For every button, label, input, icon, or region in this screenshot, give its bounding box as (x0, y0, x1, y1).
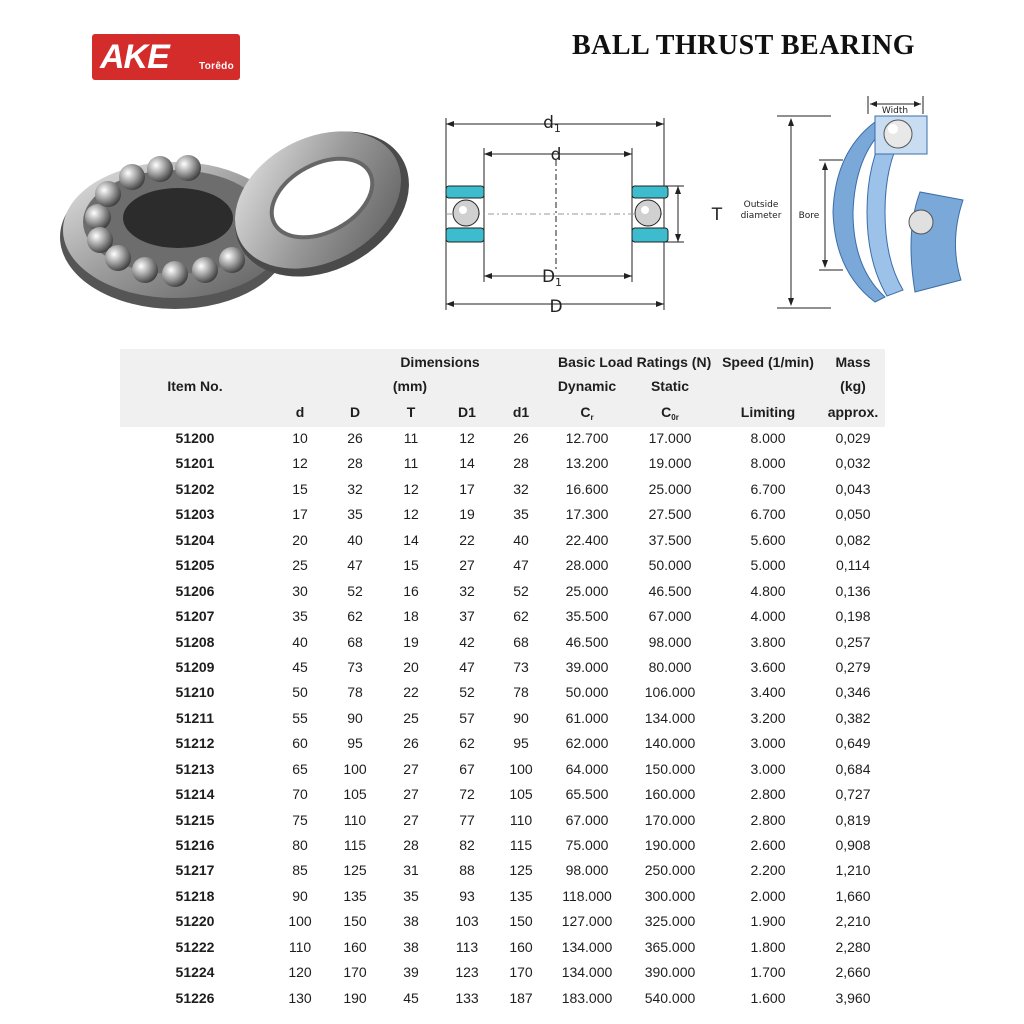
table-row (120, 529, 885, 554)
cell-item-no: 51216 (175, 837, 215, 853)
table-cell: 130 (288, 989, 312, 1006)
table-cell: 14 (459, 455, 475, 472)
table-cell: 2.200 (750, 862, 786, 879)
table-cell: 170 (509, 964, 533, 981)
table-cell: 88 (459, 862, 475, 879)
table-cell: 28.000 (565, 557, 609, 574)
table-cell: 3.000 (750, 735, 786, 752)
table-cell: 100 (343, 760, 367, 777)
table-row (120, 681, 885, 706)
header-dynamic: Dynamic (557, 378, 617, 394)
cell-item-no: 51212 (175, 735, 215, 752)
table-cell: 77 (459, 811, 475, 828)
table-cell: 50.000 (565, 684, 609, 701)
cell-item-no: 51208 (175, 633, 215, 650)
table-row (120, 580, 885, 605)
table-cell: 62 (513, 608, 529, 625)
table-cell: 50.000 (648, 557, 692, 574)
table-cell: 68 (513, 633, 529, 650)
table-cell: 27 (459, 557, 475, 574)
table-row (120, 961, 885, 986)
table-cell: 103 (455, 913, 479, 930)
table-cell: 26 (403, 735, 419, 752)
spec-table (120, 349, 885, 1012)
table-row (120, 478, 885, 503)
cell-item-no: 51202 (175, 480, 215, 497)
table-cell: 22 (403, 684, 419, 701)
table-cell: 75.000 (565, 837, 609, 853)
cell-item-no: 51203 (175, 506, 215, 523)
table-cell: 72 (459, 786, 475, 803)
table-cell: 93 (459, 887, 475, 904)
label-outside-1: Outside (743, 200, 779, 210)
header-dimensions: Dimensions (400, 354, 480, 370)
table-cell: 45 (292, 658, 308, 675)
table-cell: 52 (347, 582, 363, 599)
table-cell: 3.800 (750, 633, 786, 650)
table-row (120, 503, 885, 528)
table-cell: 17 (292, 506, 308, 523)
table-cell: 25 (292, 557, 308, 574)
table-cell: 26 (513, 430, 529, 446)
label-width: Width (881, 106, 909, 116)
table-cell: 55 (292, 709, 308, 726)
table-cell: 80 (292, 837, 308, 853)
table-cell: 65 (292, 760, 308, 777)
table-cell: 35 (403, 887, 419, 904)
table-cell: 25.000 (648, 480, 692, 497)
table-cell: 40 (292, 633, 308, 650)
table-cell: 250.000 (644, 862, 696, 879)
header-d: d (295, 404, 305, 420)
table-cell: 0,382 (835, 709, 871, 726)
table-cell: 78 (513, 684, 529, 701)
table-cell: 0,082 (835, 531, 871, 548)
cell-item-no: 51226 (175, 989, 215, 1006)
header-approx: approx. (827, 404, 879, 420)
header-speed: Speed (1/min) (722, 354, 814, 370)
header-cr: $C_r$ (580, 404, 594, 422)
table-cell: 170 (343, 964, 367, 981)
table-cell: 27 (403, 786, 419, 803)
header-c0r: $C_{0r}$ (661, 404, 679, 422)
table-cell: 0,050 (835, 506, 871, 523)
table-cell: 37.500 (648, 531, 692, 548)
table-row (120, 554, 885, 579)
table-cell: 1.600 (750, 989, 786, 1006)
table-cell: 390.000 (644, 964, 696, 981)
table-cell: 134.000 (561, 964, 613, 981)
cell-item-no: 51211 (175, 709, 215, 726)
table-cell: 0,032 (835, 455, 871, 472)
table-cell: 8.000 (750, 455, 786, 472)
brand-logo (92, 34, 240, 80)
table-cell: 170.000 (644, 811, 696, 828)
table-cell: 110 (288, 938, 312, 955)
table-cell: 0,114 (836, 557, 870, 574)
label-outside-2: diameter (740, 211, 782, 221)
table-cell: 0,257 (835, 633, 871, 650)
table-cell: 15 (403, 557, 419, 574)
table-cell: 125 (343, 862, 367, 879)
table-cell: 90 (347, 709, 363, 726)
table-cell: 2.800 (750, 811, 786, 828)
table-cell: 8.000 (750, 430, 786, 446)
table-cell: 0,346 (835, 684, 871, 701)
table-cell: 50 (292, 684, 308, 701)
cell-item-no: 51218 (175, 887, 215, 904)
table-cell: 27 (403, 760, 419, 777)
table-cell: 61.000 (565, 709, 609, 726)
table-cell: 17.000 (648, 430, 692, 446)
table-cell: 110 (343, 811, 367, 828)
table-cell: 3.400 (750, 684, 786, 701)
header-load-ratings: Basic Load Ratings (N) (558, 354, 712, 370)
table-cell: 70 (292, 786, 308, 803)
table-cell: 82 (459, 837, 475, 853)
table-cell: 18 (403, 608, 419, 625)
table-cell: 32 (459, 582, 475, 599)
table-cell: 2,280 (835, 938, 871, 955)
table-row (120, 758, 885, 783)
table-cell: 120 (288, 964, 312, 981)
cell-item-no: 51224 (175, 964, 215, 981)
table-cell: 39 (403, 964, 419, 981)
table-cell: 80.000 (648, 658, 692, 675)
table-cell: 300.000 (644, 887, 696, 904)
table-cell: 42 (459, 633, 475, 650)
header-item-no: Item No. (167, 378, 223, 394)
table-cell: 0,684 (835, 760, 871, 777)
cross-section-diagram (735, 92, 985, 318)
label-D: D (549, 297, 563, 317)
table-cell: 85 (292, 862, 308, 879)
table-cell: 35.500 (565, 608, 609, 625)
table-cell: 64.000 (565, 760, 609, 777)
table-cell: 150 (343, 913, 367, 930)
table-cell: 68 (347, 633, 363, 650)
table-cell: 160.000 (644, 786, 696, 803)
table-cell: 1.900 (750, 913, 786, 930)
label-T: T (711, 205, 723, 225)
table-cell: 17.300 (565, 506, 609, 523)
label-d: d (550, 145, 562, 165)
table-cell: 6.700 (750, 480, 786, 497)
bearing-photo (60, 122, 420, 322)
table-cell: 140.000 (644, 735, 696, 752)
table-cell: 31 (403, 862, 419, 879)
table-cell: 19.000 (648, 455, 692, 472)
table-cell: 52 (459, 684, 475, 701)
table-cell: 16 (403, 582, 419, 599)
table-cell: 118.000 (562, 887, 612, 904)
header-kg: (kg) (840, 378, 866, 394)
table-cell: 67 (459, 760, 475, 777)
table-cell: 113 (455, 938, 479, 955)
table-cell: 2,210 (835, 913, 871, 930)
table-cell: 38 (403, 938, 419, 955)
table-cell: 0,649 (835, 735, 871, 752)
table-cell: 46.500 (648, 582, 692, 599)
table-row (120, 452, 885, 477)
table-cell: 47 (459, 658, 475, 675)
cell-item-no: 51217 (175, 862, 215, 879)
table-row (120, 656, 885, 681)
table-cell: 0,136 (835, 582, 871, 599)
table-row (120, 732, 885, 757)
table-row (120, 605, 885, 630)
cell-item-no: 51222 (175, 938, 215, 955)
table-cell: 6.700 (750, 506, 786, 523)
table-cell: 190 (343, 989, 367, 1006)
table-row (120, 859, 885, 884)
table-cell: 540.000 (644, 989, 696, 1006)
table-cell: 12 (403, 480, 419, 497)
table-cell: 40 (513, 531, 529, 548)
cell-item-no: 51204 (175, 531, 215, 548)
table-cell: 17 (459, 480, 475, 497)
table-cell: 0,279 (835, 658, 871, 675)
table-cell: 35 (513, 506, 529, 523)
table-cell: 115 (509, 837, 533, 853)
cell-item-no: 51214 (175, 786, 215, 803)
header-D1: D1 (458, 404, 476, 420)
table-row (120, 910, 885, 935)
table-cell: 133 (455, 989, 479, 1006)
table-cell: 35 (292, 608, 308, 625)
table-cell: 12 (292, 455, 308, 472)
label-D1: $D_1$ (541, 267, 563, 289)
table-cell: 134.000 (561, 938, 613, 955)
table-cell: 22.400 (565, 531, 609, 548)
table-cell: 10 (292, 430, 308, 446)
label-d1: $d_1$ (543, 113, 561, 135)
table-cell: 35 (347, 506, 363, 523)
table-cell: 127.000 (561, 913, 613, 930)
table-cell: 123 (455, 964, 479, 981)
table-cell: 47 (513, 557, 529, 574)
table-row (120, 834, 885, 859)
table-row (120, 783, 885, 808)
table-cell: 46.500 (565, 633, 609, 650)
table-cell: 12 (403, 506, 419, 523)
table-cell: 11 (403, 430, 419, 446)
table-cell: 30 (292, 582, 308, 599)
table-cell: 25.000 (565, 582, 609, 599)
table-cell: 65.500 (565, 786, 609, 803)
table-cell: 2.800 (750, 786, 786, 803)
cell-item-no: 51215 (175, 811, 215, 828)
table-cell: 135 (509, 887, 533, 904)
table-cell: 32 (347, 480, 363, 497)
header-T: T (406, 404, 416, 420)
table-cell: 190.000 (644, 837, 696, 853)
table-cell: 4.000 (750, 608, 786, 625)
table-cell: 365.000 (644, 938, 696, 955)
header-mm: (mm) (392, 378, 428, 394)
table-cell: 62 (347, 608, 363, 625)
table-cell: 47 (347, 557, 363, 574)
table-cell: 98.000 (565, 862, 609, 879)
cell-item-no: 51201 (175, 455, 215, 472)
table-cell: 15 (292, 480, 308, 497)
table-cell: 16.600 (565, 480, 609, 497)
table-cell: 0,198 (835, 608, 871, 625)
table-cell: 0,029 (835, 430, 871, 446)
table-cell: 20 (292, 531, 308, 548)
table-cell: 73 (513, 658, 529, 675)
table-row (120, 987, 885, 1012)
table-cell: 1.700 (750, 964, 786, 981)
table-row (120, 707, 885, 732)
table-cell: 90 (292, 887, 308, 904)
table-cell: 26 (347, 430, 363, 446)
table-cell: 95 (347, 735, 363, 752)
table-cell: 2.600 (750, 837, 786, 853)
table-cell: 27 (403, 811, 419, 828)
label-bore: Bore (798, 211, 820, 221)
table-cell: 2.000 (750, 887, 786, 904)
table-cell: 4.800 (750, 582, 786, 599)
table-cell: 325.000 (644, 913, 696, 930)
cell-item-no: 51207 (175, 608, 215, 625)
table-cell: 106.000 (644, 684, 696, 701)
table-cell: 5.000 (750, 557, 786, 574)
table-cell: 12 (459, 430, 475, 446)
table-row (120, 885, 885, 910)
table-cell: 62 (459, 735, 475, 752)
table-row (120, 809, 885, 834)
table-header (120, 349, 885, 427)
table-cell: 27.500 (648, 506, 692, 523)
table-cell: 39.000 (565, 658, 609, 675)
dimension-schematic (436, 100, 728, 322)
table-cell: 125 (509, 862, 533, 879)
table-cell: 11 (403, 455, 419, 472)
table-cell: 67.000 (648, 608, 692, 625)
table-cell: 100 (509, 760, 533, 777)
table-cell: 73 (347, 658, 363, 675)
logo-brand-text: AKE (100, 38, 169, 76)
table-cell: 3.200 (750, 709, 786, 726)
table-cell: 32 (513, 480, 529, 497)
table-cell: 160 (509, 938, 533, 955)
cell-item-no: 51210 (175, 684, 215, 701)
cell-item-no: 51205 (175, 557, 215, 574)
table-cell: 98.000 (648, 633, 692, 650)
table-cell: 0,043 (835, 480, 871, 497)
table-cell: 75 (292, 811, 308, 828)
table-row (120, 936, 885, 961)
table-cell: 19 (459, 506, 475, 523)
header-mass: Mass (835, 354, 871, 370)
table-cell: 20 (403, 658, 419, 675)
table-cell: 105 (343, 786, 367, 803)
table-cell: 150 (509, 913, 533, 930)
table-cell: 150.000 (644, 760, 696, 777)
table-cell: 3,960 (835, 989, 871, 1006)
table-cell: 28 (513, 455, 529, 472)
table-cell: 52 (513, 582, 529, 599)
table-cell: 135 (343, 887, 367, 904)
table-row (120, 427, 885, 452)
table-cell: 57 (459, 709, 475, 726)
header-D: D (349, 404, 361, 420)
table-cell: 40 (347, 531, 363, 548)
table-cell: 78 (347, 684, 363, 701)
table-cell: 90 (513, 709, 529, 726)
cell-item-no: 51220 (175, 913, 215, 930)
table-cell: 45 (403, 989, 419, 1006)
logo-sub-text: Torêdo (199, 61, 234, 72)
table-cell: 115 (343, 837, 367, 853)
table-cell: 0,908 (835, 837, 871, 853)
table-cell: 0,819 (835, 811, 871, 828)
table-cell: 3.000 (750, 760, 786, 777)
table-cell: 38 (403, 913, 419, 930)
table-cell: 28 (403, 837, 419, 853)
table-cell: 5.600 (750, 531, 786, 548)
table-cell: 14 (403, 531, 419, 548)
table-cell: 3.600 (750, 658, 786, 675)
table-cell: 183.000 (561, 989, 613, 1006)
table-cell: 134.000 (644, 709, 696, 726)
table-cell: 37 (459, 608, 475, 625)
table-cell: 62.000 (565, 735, 609, 752)
cell-item-no: 51209 (175, 658, 215, 675)
table-row (120, 631, 885, 656)
table-cell: 100 (288, 913, 312, 930)
table-body (120, 427, 885, 1012)
table-cell: 60 (292, 735, 308, 752)
table-cell: 13.200 (565, 455, 609, 472)
table-cell: 12.700 (565, 430, 609, 446)
table-cell: 110 (509, 811, 533, 828)
table-cell: 95 (513, 735, 529, 752)
cell-item-no: 51200 (175, 430, 215, 446)
table-cell: 19 (403, 633, 419, 650)
table-cell: 28 (347, 455, 363, 472)
table-cell: 67.000 (565, 811, 609, 828)
table-cell: 2,660 (835, 964, 871, 981)
header-d1: d1 (512, 404, 530, 420)
table-cell: 25 (403, 709, 419, 726)
header-static: Static (650, 378, 690, 394)
table-cell: 160 (343, 938, 367, 955)
table-cell: 187 (509, 989, 533, 1006)
table-cell: 22 (459, 531, 475, 548)
table-cell: 1.800 (750, 938, 786, 955)
table-cell: 1,660 (835, 887, 871, 904)
cell-item-no: 51206 (175, 582, 215, 599)
page-title: BALL THRUST BEARING (572, 30, 916, 61)
table-cell: 105 (509, 786, 533, 803)
table-cell: 1,210 (835, 862, 871, 879)
header-limiting: Limiting (740, 404, 796, 420)
cell-item-no: 51213 (175, 760, 215, 777)
table-cell: 0,727 (835, 786, 871, 803)
